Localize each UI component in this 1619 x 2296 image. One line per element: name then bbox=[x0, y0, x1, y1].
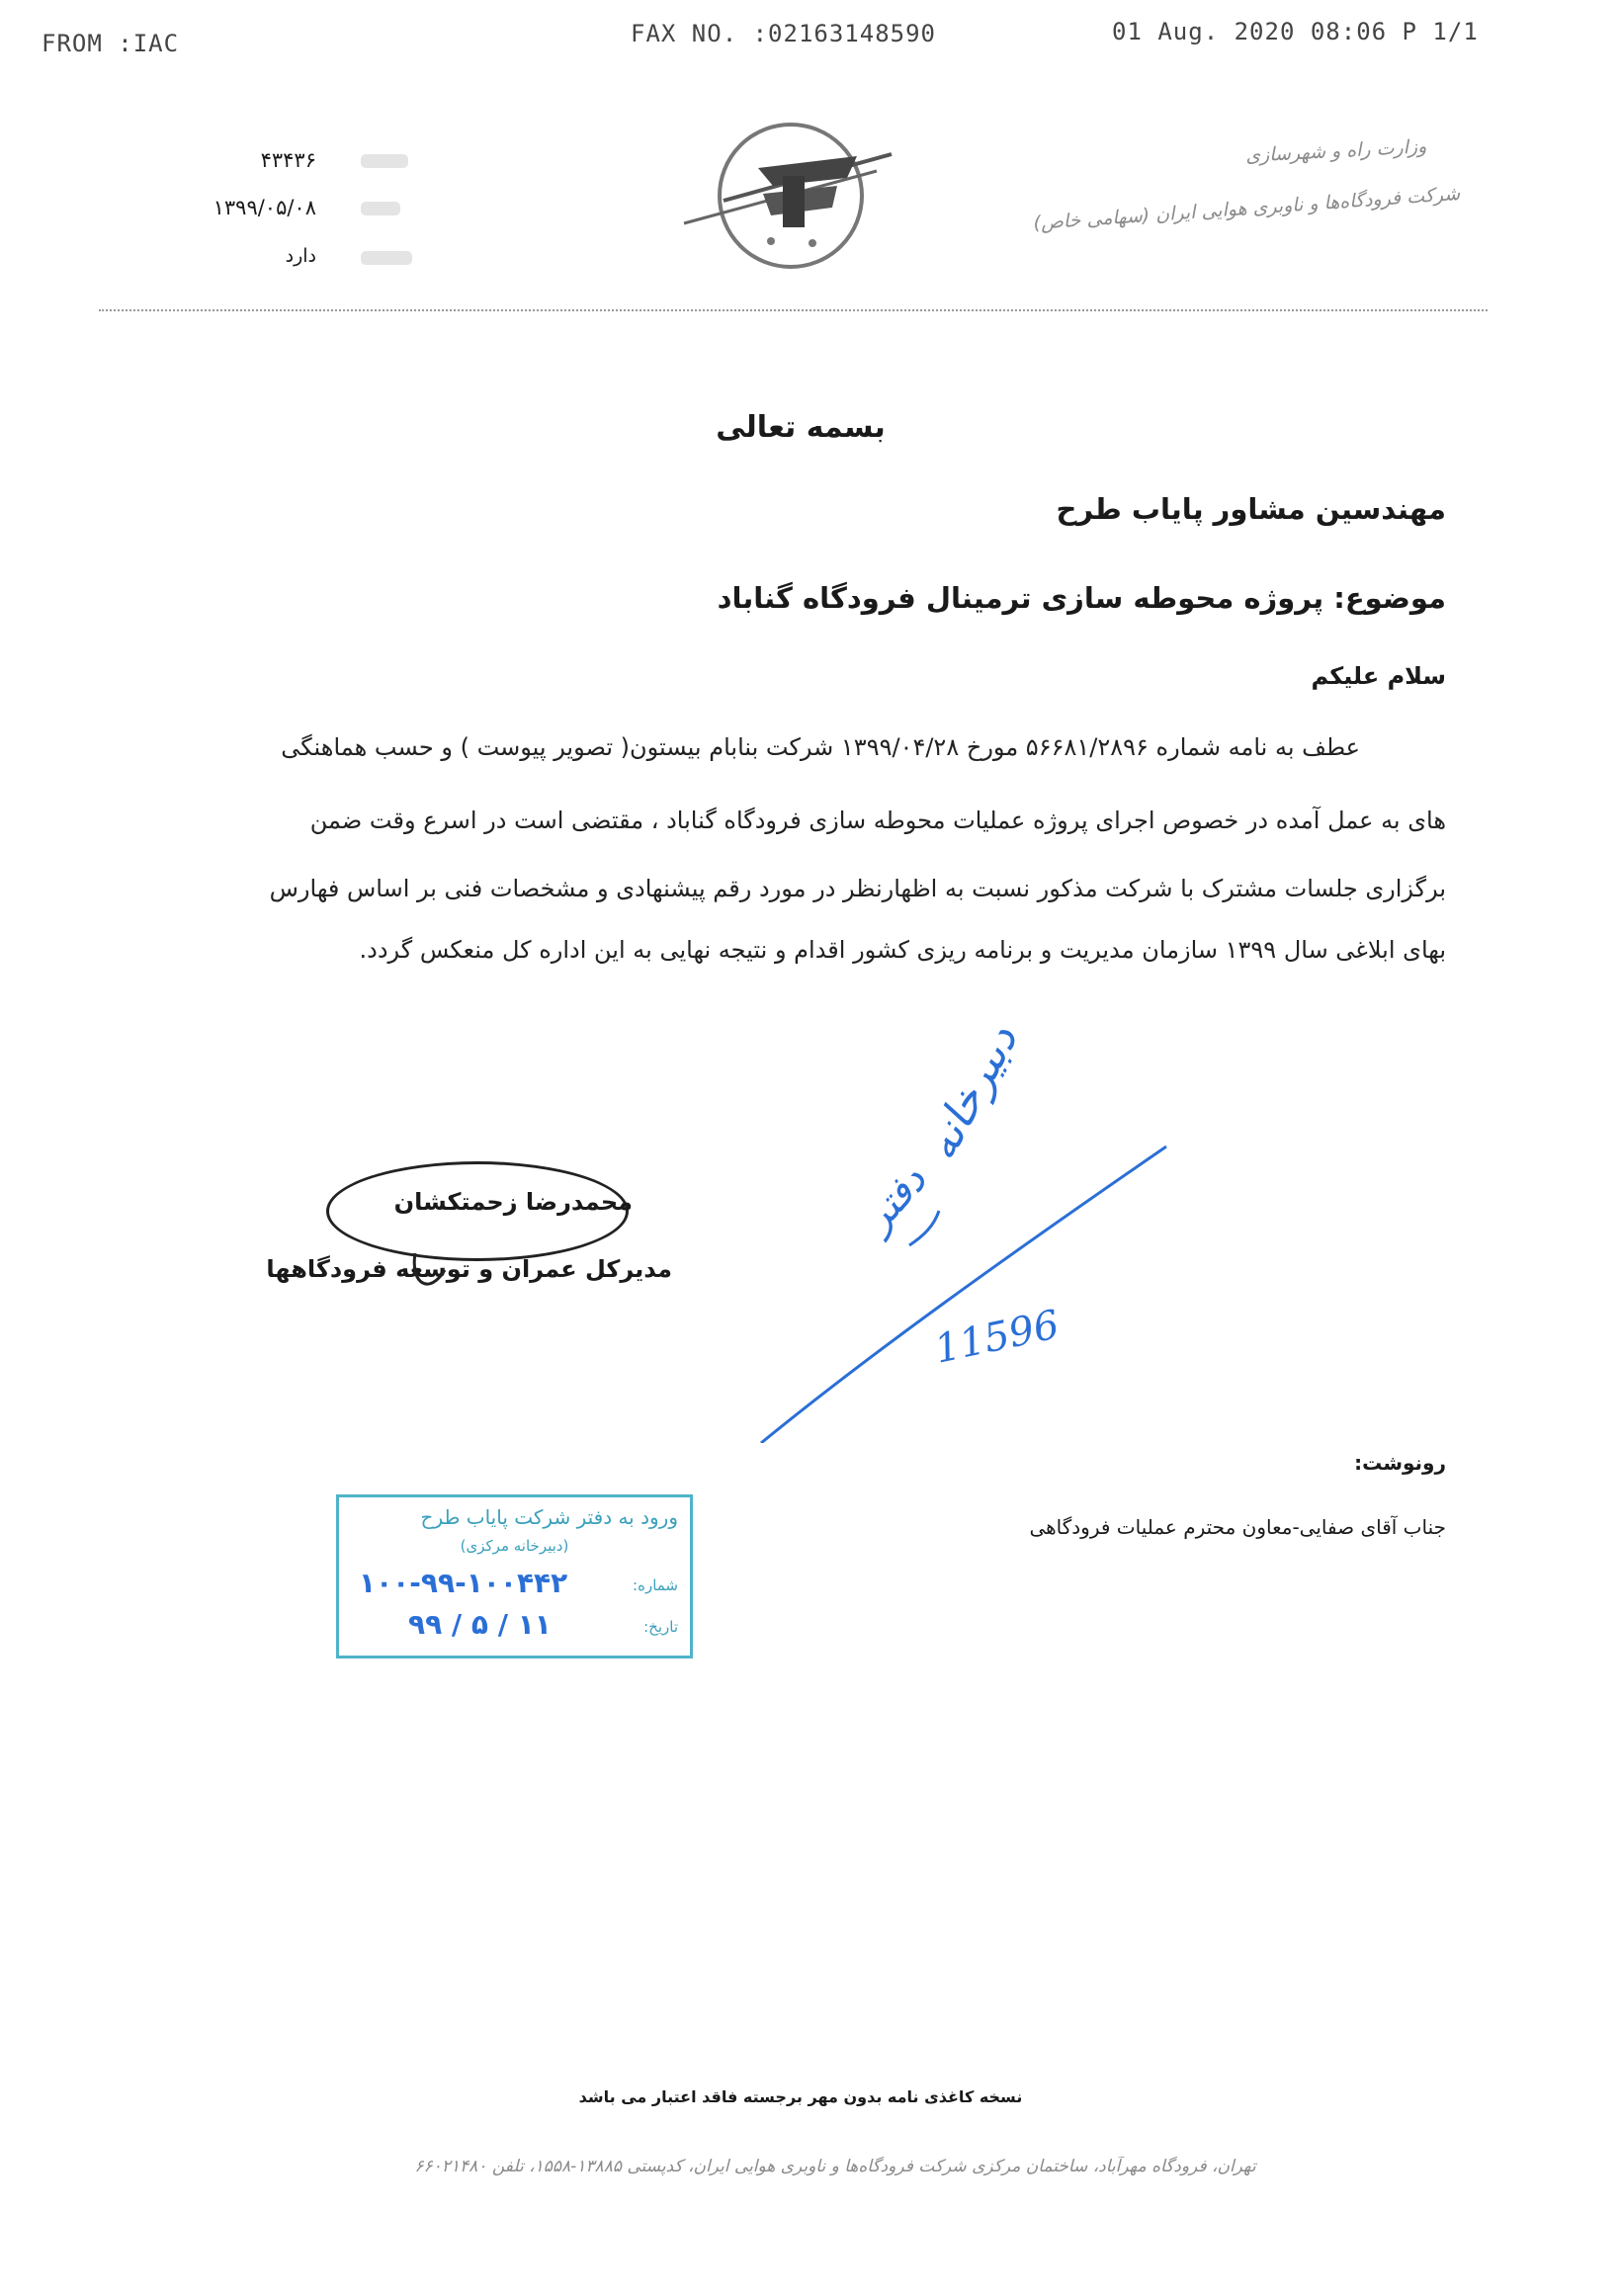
letter-attachment-value: دارد bbox=[285, 245, 316, 267]
handwritten-note-number: 11596 bbox=[930, 1302, 1064, 1373]
signatory-name: محمدرضا زحمتکشان bbox=[393, 1188, 633, 1216]
handwritten-note-line-2: دفتر bbox=[854, 1157, 936, 1240]
stamp-title: ورود به دفتر شرکت پایاب طرح bbox=[420, 1505, 678, 1529]
fax-from: FROM :IAC bbox=[42, 30, 180, 57]
stamp-number-value: ۱۰۰-۹۹-۱۰۰۴۴۲ bbox=[359, 1567, 568, 1599]
cc-label: رونوشت: bbox=[1354, 1451, 1446, 1475]
handwritten-note-line-1: دبیرخانه bbox=[915, 1017, 1028, 1168]
airports-company-logo bbox=[664, 117, 921, 275]
letter-date-value: ۱۳۹۹/۰۵/۰۸ bbox=[213, 196, 316, 219]
stamp-number-label: شماره: bbox=[633, 1576, 678, 1594]
handwritten-stroke-icon bbox=[751, 1028, 1186, 1443]
stamp-date-label: تاریخ: bbox=[643, 1618, 678, 1636]
footer-notice: نسخه کاغذی نامه بدون مهر برجسته فاقد اعتبار می باشد bbox=[578, 2087, 1023, 2106]
signature-stroke-icon bbox=[297, 1147, 672, 1305]
header-divider bbox=[99, 309, 1488, 311]
fax-number: FAX NO. :02163148590 bbox=[631, 20, 936, 47]
footer-address: تهران، فرودگاه مهرآباد، ساختمان مرکزی شرکت فرودگاه‌ها و ناوبری هوایی ایران، کدپستی ۱۳۸۸۵-۱۵۵۸، تلفن ۶۶۰۲۱۴۸۰ bbox=[414, 2157, 1256, 2176]
body-line-3: برگزاری جلسات مشترک با شرکت مذکور نسبت به اظهارنظر در مورد رقم پیشنهادی و مشخصات فنی بر اساس فهارس bbox=[269, 875, 1446, 902]
body-line-4: بهای ابلاغی سال ۱۳۹۹ سازمان مدیریت و برنامه ریزی کشور اقدام و نتیجه نهایی به این اداره کل منعکس گردد. bbox=[359, 936, 1446, 964]
letter-meta bbox=[168, 148, 445, 277]
invocation: بسمه تعالی bbox=[716, 410, 886, 445]
logo-emblem-icon bbox=[664, 117, 921, 275]
letter-attachment-label-smudge bbox=[361, 251, 412, 265]
org-line-2: شرکت فرودگاه‌ها و ناوبری هوایی ایران (سهامی خاص) bbox=[1033, 182, 1462, 235]
fax-datetime: 01 Aug. 2020 08:06 P 1/1 bbox=[1112, 18, 1479, 45]
signature-block bbox=[266, 1147, 672, 1305]
signatory-title: مدیرکل عمران و توسعه فرودگاهها bbox=[266, 1255, 672, 1283]
org-line-1: وزارت راه و شهرسازی bbox=[1244, 135, 1427, 167]
receipt-stamp bbox=[336, 1494, 693, 1658]
body-line-1: عطف به نامه شماره ۵۶۶۸۱/۲۸۹۶ مورخ ۱۳۹۹/۰۴/۲۸ شرکت بنابام بیستون( تصویر پیوست ) و حسب هماهنگی bbox=[281, 733, 1360, 761]
letter-number-label-smudge bbox=[361, 154, 408, 168]
stamp-subtitle: (دبیرخانه مرکزی) bbox=[460, 1537, 569, 1555]
letter-number-value: ۴۳۴۳۶ bbox=[260, 148, 316, 172]
greeting: سلام علیکم bbox=[1311, 662, 1446, 690]
handwritten-note bbox=[751, 1017, 1186, 1443]
subject: موضوع: پروژه محوطه سازی ترمینال فرودگاه گناباد bbox=[717, 581, 1446, 615]
body-line-2: های به عمل آمده در خصوص اجرای پروژه عملیات محوطه سازی فرودگاه گناباد ، مقتضی است در اسرع وقت ضمن bbox=[309, 807, 1446, 834]
letter-date-label-smudge bbox=[361, 202, 400, 215]
stamp-date-value: ۹۹ / ۵ / ۱۱ bbox=[408, 1608, 552, 1641]
cc-line: جناب آقای صفایی-معاون محترم عملیات فرودگاهی bbox=[1029, 1515, 1446, 1539]
recipient: مهندسین مشاور پایاب طرح bbox=[1056, 492, 1446, 526]
